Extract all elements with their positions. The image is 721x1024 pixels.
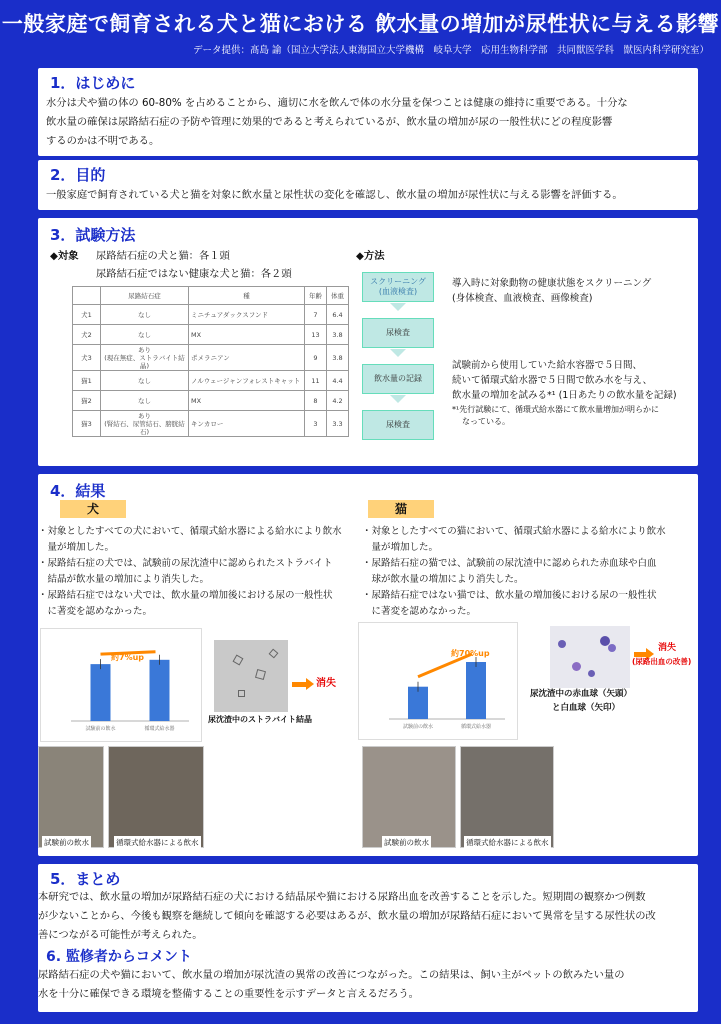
- purpose-heading: 2．目的: [50, 166, 106, 184]
- dog-tag: 犬: [60, 500, 126, 518]
- table-cell: 犬3: [73, 345, 101, 371]
- table-row: [73, 371, 349, 391]
- table-cell: ポメラニアン: [189, 345, 305, 371]
- table-cell: 13: [305, 325, 327, 345]
- table-cell: なし: [101, 391, 189, 411]
- cat-result-line: 量が増加した。: [362, 542, 439, 553]
- table-cell: 11: [305, 371, 327, 391]
- flow-note: 試験前から使用していた給水容器で５日間、: [452, 360, 643, 371]
- table-cell: MX: [189, 325, 305, 345]
- bar-1: [466, 662, 486, 719]
- table-cell: 犬1: [73, 305, 101, 325]
- cat-vanish-note: (尿路出血の改善): [632, 657, 692, 666]
- table-cell: 3.8: [327, 345, 349, 371]
- target-line: 尿路結石症ではない健康な犬と猫：各２頭: [96, 268, 292, 280]
- flow-step-water-record: 飲水量の記録: [362, 364, 434, 394]
- method-section: [38, 218, 698, 466]
- dog-water-chart: [40, 628, 202, 742]
- intro-line: するのかは不明である。: [46, 135, 160, 147]
- flow-step-urinalysis-2: 尿検査: [362, 410, 434, 440]
- cat-photo-before: [362, 746, 456, 848]
- table-row: [73, 391, 349, 411]
- table-cell: あり (現在無症、ストラバイト結晶): [101, 345, 189, 371]
- cat-tag: 猫: [368, 500, 434, 518]
- table-cell: ノルウェージャンフォレストキャット: [189, 371, 305, 391]
- category-label-1: 循環式給水器: [460, 724, 492, 730]
- table-cell: 6.4: [327, 305, 349, 325]
- table-row: [73, 305, 349, 325]
- poster-title: 一般家庭で飼育される犬と猫における 飲水量の増加が尿性状に与える影響: [1, 12, 720, 36]
- dog-vanish-arrowhead: [306, 678, 314, 690]
- cat-result-line: に著変を認めなかった。: [362, 606, 477, 617]
- dog-photo-after: [108, 746, 204, 848]
- dog-chart-pct: 約7%up: [111, 653, 145, 662]
- cat-cell-caption: と白血球（矢印）: [552, 703, 621, 713]
- dog-photo-before: [38, 746, 104, 848]
- dog-photo-caption: 循環式給水器による飲水: [116, 838, 199, 847]
- table-cell: あり (腎結石、尿管結石、膀胱結石): [101, 411, 189, 437]
- table-row: [73, 345, 349, 371]
- table-cell: ミニチュアダックスフンド: [189, 305, 305, 325]
- category-label-0: 試験前の飲水: [85, 726, 116, 732]
- bar-1: [150, 660, 170, 721]
- table-row: [73, 411, 349, 437]
- dog-chart-svg: [41, 629, 203, 743]
- purpose-section: [38, 160, 698, 210]
- cat-photo-caption: 試験前の飲水: [384, 838, 429, 847]
- cat-cell-image: [550, 626, 630, 688]
- table-cell: 8: [305, 391, 327, 411]
- cat-cell-caption: 尿沈渣中の赤血球（矢頭）: [530, 689, 633, 699]
- dog-result-line: ・対象としたすべての犬において、循環式給水器による給水により飲水: [38, 526, 342, 537]
- method-label: ◆方法: [356, 250, 385, 262]
- cat-result-line: ・尿路結石症ではない猫では、飲水量の増加後における尿の一般性状: [362, 590, 657, 601]
- table-header: 体重: [327, 287, 349, 305]
- dog-crystal-image: [214, 640, 288, 712]
- dog-result-line: ・尿路結石症ではない犬では、飲水量の増加後における尿の一般性状: [38, 590, 333, 601]
- comment-line: 水を十分に確保できる環境を整備することの重要性を示すデータと言えるだろう。: [38, 988, 419, 1000]
- intro-line: 水分は犬や猫の体の 60-80% を占めることから、適切に水を飲んで体の水分量を保つことは健康の維持に重要である。十分な: [46, 97, 628, 109]
- dog-vanish-label: 消失: [316, 678, 336, 689]
- table-header: 尿路結石症: [101, 287, 189, 305]
- table-cell: 7: [305, 305, 327, 325]
- flow-footnote: なっている。: [462, 417, 510, 426]
- comment-line: 尿路結石症の犬や猫において、飲水量の増加が尿沈渣の異常の改善につながった。この結果は、飼い主がペットの飲みたい量の: [38, 969, 625, 981]
- cat-chart-pct: 約70%up: [451, 649, 490, 658]
- summary-line: 善につながる可能性が考えられた。: [38, 929, 203, 941]
- table-cell: 3.8: [327, 325, 349, 345]
- flow-step-screening: スクリーニング (血液検査): [362, 272, 434, 302]
- table-cell: なし: [101, 305, 189, 325]
- target-line: 尿路結石症の犬と猫：各１頭: [96, 250, 230, 262]
- table-cell: 4.2: [327, 391, 349, 411]
- cat-result-line: ・対象としたすべての猫において、循環式給水器による給水により飲水: [362, 526, 666, 537]
- flow-arrow: [390, 395, 406, 403]
- dog-result-line: ・尿路結石症の犬では、試験前の尿沈渣中に認められたストラバイト: [38, 558, 333, 569]
- intro-line: 飲水量の確保は尿路結石症の予防や管理に効果的であると考えられているが、飲水量の増加が尿の一般性状にどの程度影響: [46, 116, 613, 128]
- table-header: [73, 287, 101, 305]
- table-cell: 猫2: [73, 391, 101, 411]
- dog-result-line: 結晶が飲水量の増加により消失した。: [38, 574, 210, 585]
- summary-line: 本研究では、飲水量の増加が尿路結石症の犬における結晶尿や猫における尿路出血を改善することを示した。短期間の観察かつ例数: [38, 891, 646, 903]
- summary-section: [38, 864, 698, 1012]
- cat-chart-svg: [359, 623, 519, 741]
- table-cell: 猫1: [73, 371, 101, 391]
- dog-crystal-caption: 尿沈渣中のストラバイト結晶: [208, 715, 312, 724]
- flow-step-urinalysis: 尿検査: [362, 318, 434, 348]
- table-cell: MX: [189, 391, 305, 411]
- flow-footnote: *¹先行試験にて、循環式給水器にて飲水量増加が明らかに: [452, 405, 660, 414]
- table-row: [73, 325, 349, 345]
- results-heading: 4．結果: [50, 482, 106, 500]
- table-cell: なし: [101, 371, 189, 391]
- results-section: [38, 474, 698, 856]
- category-label-0: 試験前の飲水: [402, 724, 434, 730]
- table-cell: キンカロー: [189, 411, 305, 437]
- table-cell: 4.4: [327, 371, 349, 391]
- dog-result-line: に著変を認めなかった。: [38, 606, 153, 617]
- table-cell: 3.3: [327, 411, 349, 437]
- intro-section: [38, 68, 698, 156]
- cat-photo-after: [460, 746, 554, 848]
- method-heading: 3．試験方法: [50, 226, 136, 244]
- cat-photo-caption: 循環式給水器による飲水: [466, 838, 549, 847]
- comment-heading: 6. 監修者からコメント: [46, 949, 192, 965]
- table-cell: 犬2: [73, 325, 101, 345]
- flow-arrow: [390, 303, 406, 311]
- table-cell: 猫3: [73, 411, 101, 437]
- bar-0: [91, 664, 111, 721]
- table-cell: 3: [305, 411, 327, 437]
- table-header: 年齢: [305, 287, 327, 305]
- dog-photo-caption: 試験前の飲水: [44, 838, 89, 847]
- category-label-1: 循環式給水器: [144, 726, 175, 732]
- intro-heading: 1．はじめに: [50, 74, 136, 92]
- flow-note: 導入時に対象動物の健康状態をスクリーニング: [452, 278, 652, 289]
- subject-table: [72, 286, 349, 437]
- data-credit: データ提供：髙島 諭（国立大学法人東海国立大学機構 岐阜大学 応用生物科学部 共同獣医学科 獣医内科学研究室）: [192, 45, 709, 56]
- cat-result-line: ・尿路結石症の猫では、試験前の尿沈渣中に認められた赤血球や白血: [362, 558, 657, 569]
- purpose-text: 一般家庭で飼育されている犬と猫を対象に飲水量と尿性状の変化を確認し、飲水量の増加が尿性状に与える影響を評価する。: [46, 189, 623, 201]
- flow-note: (身体検査、血液検査、画像検査): [452, 293, 593, 304]
- target-label: ◆対象: [50, 250, 79, 262]
- cat-vanish-label: 消失: [658, 643, 677, 653]
- flow-note: 飲水量の増加を試みる*¹ (1日あたりの飲水量を記録): [452, 390, 677, 401]
- flow-note: 続いて循環式給水器で５日間で飲み水を与え、: [452, 375, 653, 386]
- table-cell: 9: [305, 345, 327, 371]
- cat-water-chart: [358, 622, 518, 740]
- dog-result-line: 量が増加した。: [38, 542, 115, 553]
- flow-arrow: [390, 349, 406, 357]
- summary-heading: 5．まとめ: [50, 870, 121, 888]
- summary-line: が少ないことから、今後も観察を継続して傾向を確認する必要はあるが、飲水量の増加が尿路結石症において異常を呈する尿性状の改: [38, 910, 656, 922]
- cat-result-line: 球が飲水量の増加により消失した。: [362, 574, 524, 585]
- table-cell: なし: [101, 325, 189, 345]
- table-header: 種: [189, 287, 305, 305]
